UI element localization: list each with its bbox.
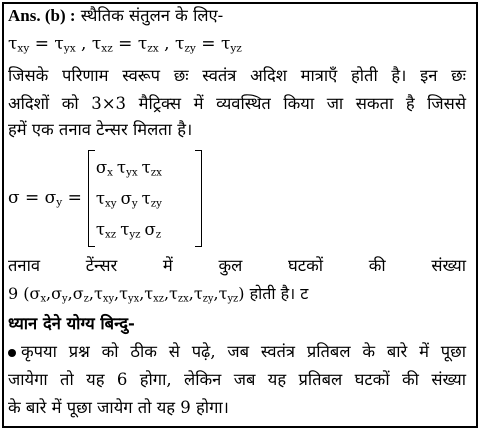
matrix-cell: $\tau_{zx}$ [141, 157, 162, 179]
component-item: $\tau_{zy}$ [193, 284, 214, 305]
comma: , [114, 284, 120, 303]
comma: , [139, 284, 145, 303]
stress-tensor-lhs [8, 188, 82, 208]
comma: , [213, 284, 219, 303]
tau-symbol: τ [8, 34, 18, 54]
component-item: $\tau_{zx}$ [169, 284, 189, 305]
component-item: $\sigma_y$ [51, 284, 68, 305]
comma: , [75, 34, 92, 54]
tau-symbol: τ [54, 34, 64, 54]
component-item: $\tau_{xy}$ [94, 284, 115, 305]
sigma-symbol: σ [44, 188, 57, 208]
subscript: zx [147, 42, 159, 55]
subscript: yx [63, 42, 76, 55]
components-line-1: तनाव टेंन्सर में कुल घटकों की संख्या [8, 256, 466, 275]
component-item: $\tau_{yx}$ [119, 284, 140, 305]
stress-tensor-equation [8, 148, 202, 248]
equals-sign: = [195, 34, 221, 54]
paragraph-line-3: हमें एक तनाव टेन्सर मिलता है। [8, 120, 193, 139]
matrix-cell: $\sigma_z$ [144, 219, 162, 241]
equals-sign: = [29, 34, 55, 54]
note-heading: ध्यान देने योग्य बिन्दु- [8, 314, 135, 333]
subscript: yz [230, 42, 242, 55]
paragraph-line-1: जिसके परिणाम स्वरूप छः स्वतंत्र अदिश मात्राएँ होती है। इन छः [8, 66, 466, 85]
subscript: xy [17, 42, 30, 55]
equals-sign: = [62, 188, 82, 208]
note-line-2: जायेगा तो यह 6 होगा, लेकिन जब यह प्रतिबल घटकों की संख्या [8, 370, 466, 389]
matrix-row [96, 152, 194, 183]
note-line-1 [8, 342, 466, 362]
components-prefix: 9 ( [8, 284, 30, 303]
matrix-cell: $\tau_{xy}$ [95, 188, 117, 210]
answer-intro: स्थैतिक संतुलन के लिए- [80, 6, 224, 25]
matrix-row [96, 214, 194, 245]
comma: , [67, 284, 73, 303]
note-text: कृपया प्रश्न को ठीक से पढ़े, जब स्वतंत्र प्रतिबल के बारे में पूछा [21, 342, 466, 361]
sigma-symbol: σ [8, 188, 20, 208]
comma: , [158, 34, 175, 54]
bullet-icon [8, 349, 16, 357]
comma: , [188, 284, 194, 303]
comma: , [163, 284, 170, 303]
matrix-cell: $\tau_{xz}$ [95, 219, 117, 241]
subscript: xz [101, 42, 113, 55]
tau-symbol: τ [220, 34, 231, 54]
subscript: y [56, 196, 63, 209]
equals-sign: = [19, 188, 45, 208]
stress-tensor-matrix [88, 150, 202, 247]
subscript: zy [184, 42, 196, 55]
matrix-cell: $\tau_{yz}$ [120, 219, 141, 241]
matrix-cell: $\sigma_y$ [120, 188, 138, 210]
component-item: $\tau_{xz}$ [144, 284, 164, 305]
comma: , [88, 284, 94, 303]
tau-symbol: τ [174, 34, 185, 54]
note-line-3: के बारे में पूछा जायेग तो यह 9 होगा। [8, 398, 229, 417]
tau-symbol: τ [137, 34, 148, 54]
components-suffix: ) होती है। ट [238, 284, 309, 303]
component-item: $\sigma_x$ [29, 284, 47, 305]
answer-label: Ans. (b) : [8, 6, 76, 25]
comma: , [46, 284, 52, 303]
paragraph-line-2: अदिशों को 3×3 मैट्रिक्स में व्यवस्थित किया जा सकता है जिससे [8, 94, 466, 113]
matrix-row [96, 183, 194, 214]
tau-symbol: τ [91, 34, 102, 54]
components-list [30, 284, 239, 303]
equals-sign: = [112, 34, 138, 54]
answer-heading [8, 6, 223, 26]
matrix-cell: $\sigma_x$ [95, 157, 113, 179]
shear-stress-equalities [8, 34, 242, 54]
matrix-cell: $\tau_{yx}$ [116, 157, 138, 179]
components-line-2 [8, 284, 308, 304]
component-item: $\tau_{yz}$ [218, 284, 239, 305]
component-item: $\sigma_z$ [72, 284, 89, 305]
matrix-cell: $\tau_{zy}$ [141, 188, 162, 210]
